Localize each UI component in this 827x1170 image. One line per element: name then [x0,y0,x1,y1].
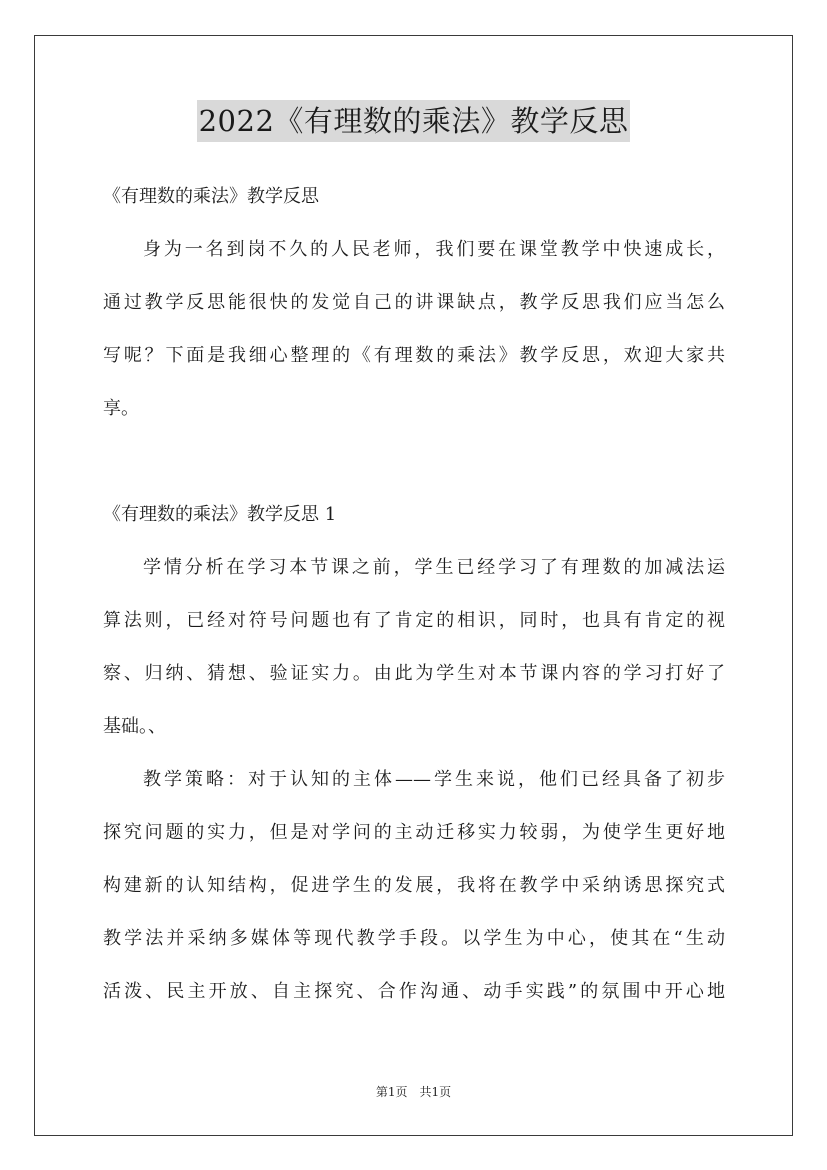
document-body [103,170,725,1018]
intro-line: 身为一名到岗不久的人民老师，我们要在课堂教学中快速成长， [143,239,725,260]
blank-line [103,435,725,488]
paragraph-line: 察、归纳、猜想、验证实力。由此为学生对本节课内容的学习打好了 [103,663,725,684]
intro-line: 通过教学反思能很快的发觉自己的讲课缺点，教学反思我们应当怎么 [103,292,725,313]
subtitle: 《有理数的乘法》教学反思 [103,186,319,207]
paragraph-teaching-strategy [103,753,725,1018]
paragraph-line: 构建新的认知结构，促进学生的发展，我将在教学中采纳诱思探究式 [103,875,725,896]
paragraph-learning-analysis [103,541,725,753]
document-title-text: 2022《有理数的乘法》教学反思 [197,100,631,142]
intro-paragraph [103,223,725,435]
paragraph-line: 探究问题的实力，但是对学问的主动迁移实力较弱，为使学生更好地 [103,822,725,843]
paragraph-line: 基础。、 [103,716,166,737]
document-title [0,100,827,142]
paragraph-line: 教学策略：对于认知的主体——学生来说，他们已经具备了初步 [143,769,725,790]
paragraph-line: 算法则，已经对符号问题也有了肯定的相识，同时，也具有肯定的视 [103,610,725,631]
intro-line: 享。 [103,398,139,419]
paragraph-line: 学情分析在学习本节课之前，学生已经学习了有理数的加减法运 [143,557,725,578]
paragraph-line: 教学法并采纳多媒体等现代教学手段。以学生为中心，使其在“生动 [103,928,725,949]
paragraph-line: 活泼、民主开放、自主探究、合作沟通、动手实践”的氛围中开心地 [103,981,725,1002]
section-heading: 《有理数的乘法》教学反思 1 [103,504,337,525]
intro-line: 写呢？下面是我细心整理的《有理数的乘法》教学反思，欢迎大家共 [103,345,725,366]
page-footer: 第1页 共1页 [375,1085,452,1099]
